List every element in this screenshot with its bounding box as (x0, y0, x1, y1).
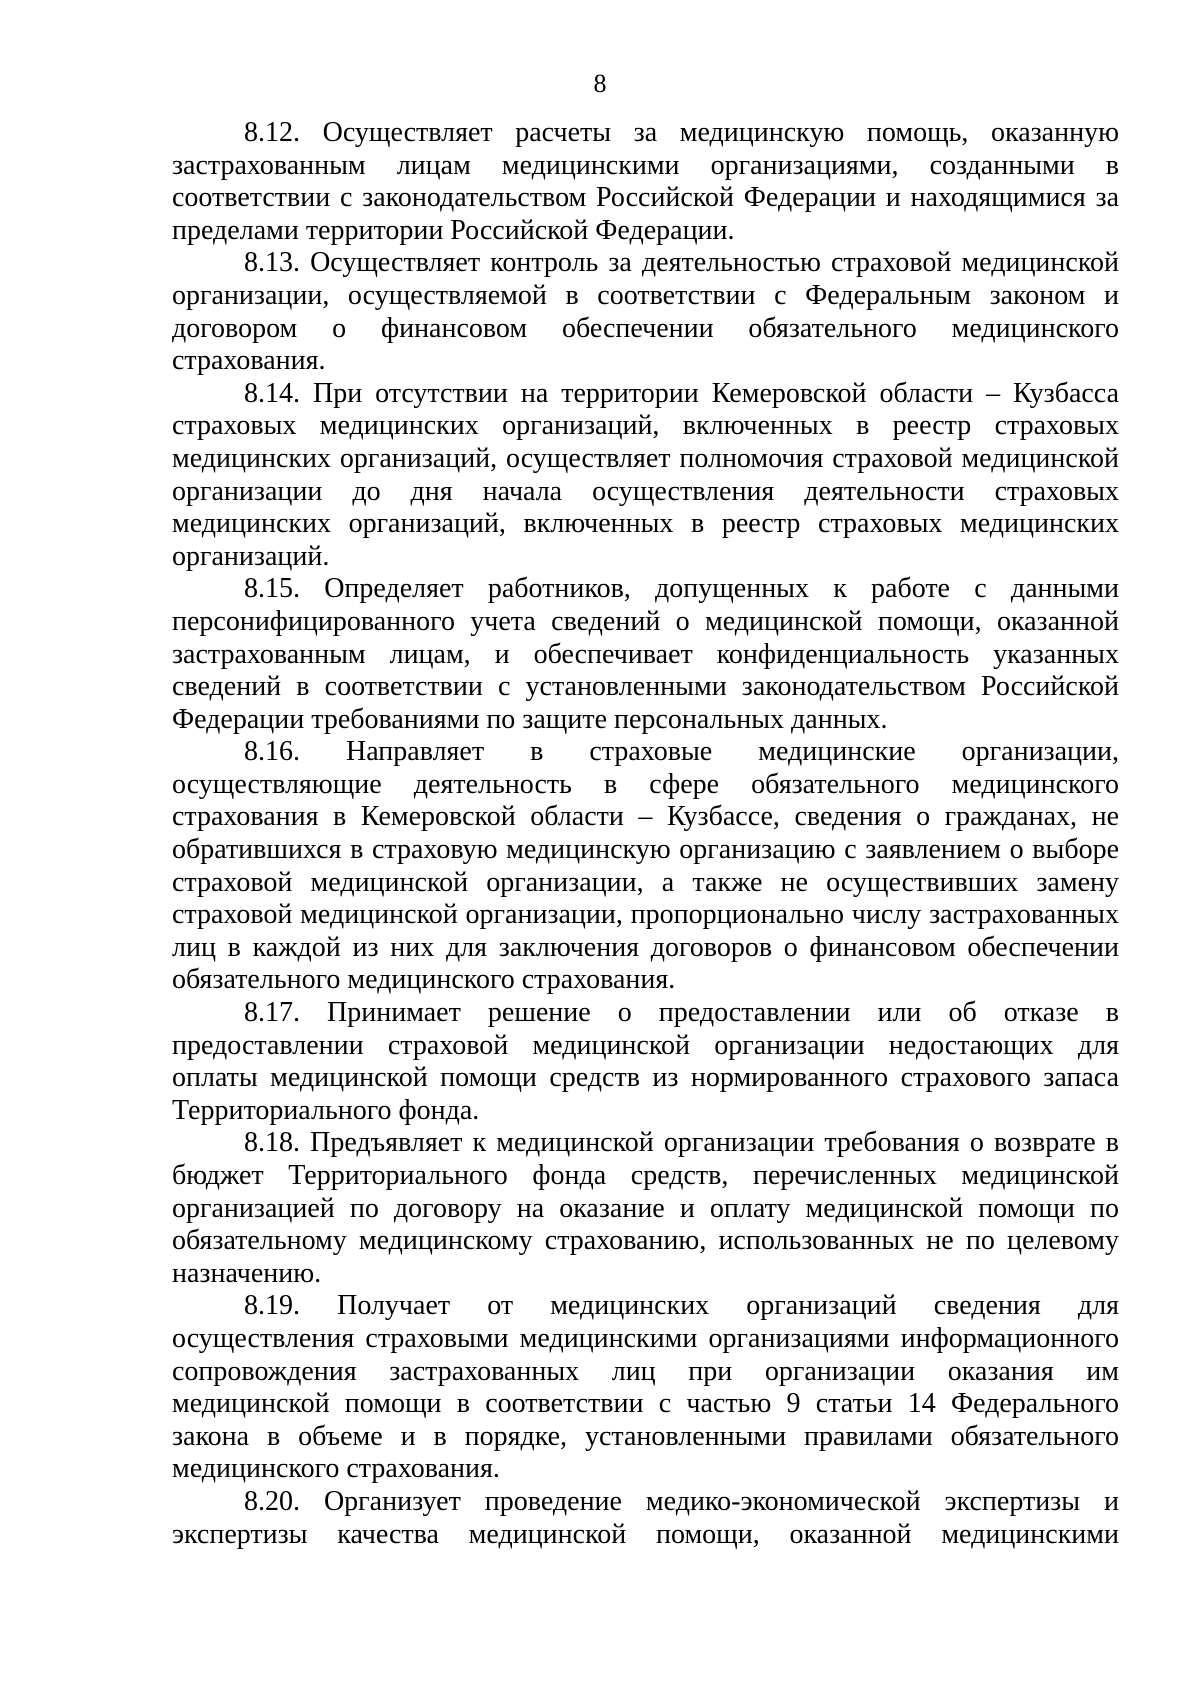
paragraph-8-16: 8.16. Направляет в страховые медицинские организации, осуществляющие деятельность в сфере обязательного медицинского страхования в Кемеровской области – Кузбассе, сведения о гражданах, не обратившихся в страховую медицинскую организацию с заявлением о выборе страховой медицинской организации, а также не осуществивших замену страховой медицинской организации, пропорционально числу застрахованных лиц в каждой из них для заключения договоров о финансовом обеспечении обязательного медицинского страхования. (172, 736, 1119, 996)
page-number: 8 (593, 69, 607, 98)
document-body (172, 117, 1119, 1551)
paragraph-8-17: 8.17. Принимает решение о предоставлении или об отказе в предоставлении страховой медицинской организации недостающих для оплаты медицинской помощи средств из нормированного страхового запаса Территориального фонда. (172, 997, 1119, 1126)
paragraph-8-15: 8.15. Определяет работников, допущенных к работе с данными персонифицированного учета сведений о медицинской помощи, оказанной застрахованным лицам, и обеспечивает конфиденциальность указанных сведений в соответствии с установленными законодательством Российской Федерации требованиями по защите персональных данных. (172, 573, 1119, 735)
paragraph-8-12: 8.12. Осуществляет расчеты за медицинскую помощь, оказанную застрахованным лицам медицинскими организациями, созданными в соответствии с законодательством Российской Федерации и находящимися за пределами территории Российской Федерации. (172, 117, 1119, 246)
paragraph-8-14: 8.14. При отсутствии на территории Кемеровской области – Кузбасса страховых медицинских организаций, включенных в реестр страховых медицинских организаций, осуществляет полномочия страховой медицинской организации до дня начала осуществления деятельности страховых медицинских организаций, включенных в реестр страховых медицинских организаций. (172, 377, 1119, 572)
paragraph-8-13: 8.13. Осуществляет контроль за деятельностью страховой медицинской организации, осуществляемой в соответствии с Федеральным законом и договором о финансовом обеспечении обязательного медицинского страхования. (172, 247, 1119, 377)
paragraph-8-19: 8.19. Получает от медицинских организаций сведения для осуществления страховыми медицинскими организациями информационного сопровождения застрахованных лиц при организации оказания им медицинской помощи в соответствии с частью 9 статьи 14 Федерального закона в объеме и в порядке, установленными правилами обязательного медицинского страхования. (172, 1290, 1119, 1485)
paragraph-8-18: 8.18. Предъявляет к медицинской организации требования о возврате в бюджет Территориального фонда средств, перечисленных медицинской организацией по договору на оказание и оплату медицинской помощи по обязательному медицинскому страхованию, использованных не по целевому назначению. (172, 1127, 1119, 1289)
paragraph-8-20: 8.20. Организует проведение медико-экономической экспертизы и экспертизы качества медицинской помощи, оказанной медицинскими (172, 1485, 1119, 1550)
